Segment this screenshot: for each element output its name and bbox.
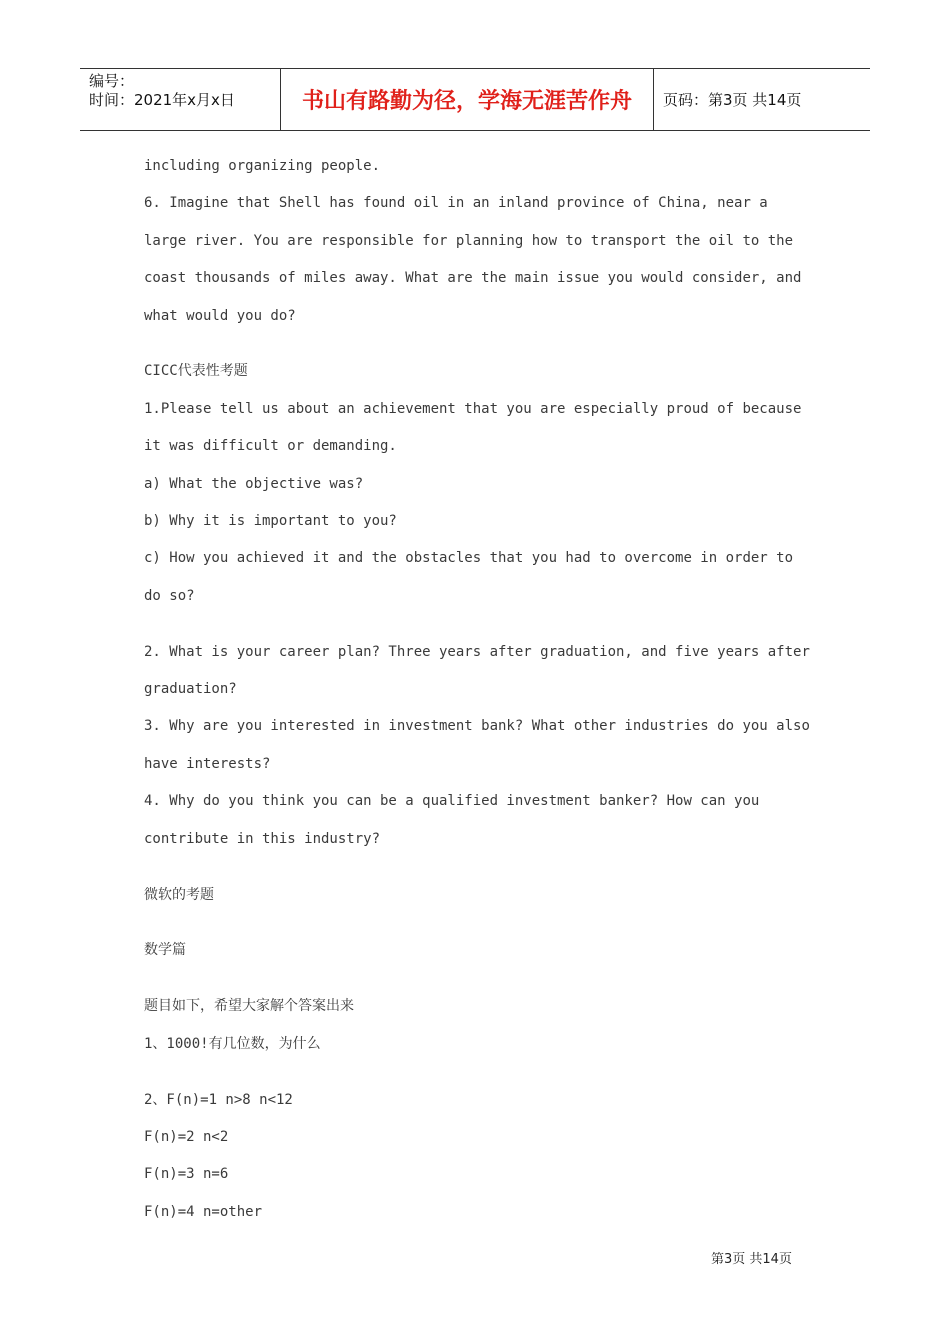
text-line: 2、F(n)=1 n>8 n<12	[144, 1091, 293, 1108]
header-page-info: 页码：第3页 共14页	[663, 91, 802, 109]
section-heading: CICC代表性考题	[144, 363, 248, 380]
text-line: F(n)=4 n=other	[144, 1203, 263, 1220]
text-line: 3. Why are you interested in investment bank? What other industries do you also	[144, 718, 810, 735]
page-header	[80, 68, 870, 131]
text-line: a) What the objective was?	[144, 475, 364, 492]
section-heading: 数学篇	[144, 942, 186, 959]
page-footer: 第3页 共14页	[711, 1252, 792, 1267]
text-line: large river. You are responsible for planning how to transport the oil to the	[144, 232, 794, 249]
text-line: 题目如下，希望大家解个答案出来	[144, 998, 354, 1015]
text-line: 1、1000!有几位数，为什么	[144, 1035, 321, 1052]
header-motto: 书山有路勤为径，学海无涯苦作舟	[281, 69, 654, 130]
text-line: F(n)=3 n=6	[144, 1166, 229, 1183]
text-line: 2. What is your career plan? Three years after graduation, and five years after	[144, 643, 810, 660]
header-meta	[80, 69, 281, 130]
text-line: contribute in this industry?	[144, 830, 381, 847]
text-line: graduation?	[144, 681, 237, 698]
text-line: it was difficult or demanding.	[144, 438, 397, 455]
text-line: do so?	[144, 587, 195, 604]
text-line: coast thousands of miles away. What are the main issue you would consider, and	[144, 270, 802, 287]
number-label: 编号：	[89, 72, 135, 90]
text-line: what would you do?	[144, 307, 296, 324]
time-label: 时间：2021年x月x日	[89, 91, 235, 109]
text-line: have interests?	[144, 755, 271, 772]
section-heading: 微软的考题	[144, 886, 214, 903]
text-line: including organizing people.	[144, 158, 381, 174]
text-line: 1.Please tell us about an achievement that you are especially proud of because	[144, 400, 802, 417]
text-line: b) Why it is important to you?	[144, 513, 397, 530]
text-line: F(n)=2 n<2	[144, 1128, 229, 1145]
text-line: 6. Imagine that Shell has found oil in an inland province of China, near a	[144, 195, 768, 212]
text-line: 4. Why do you think you can be a qualified investment banker? How can you	[144, 793, 760, 810]
text-line: c) How you achieved it and the obstacles that you had to overcome in order to	[144, 550, 794, 567]
document-body	[144, 148, 824, 1231]
